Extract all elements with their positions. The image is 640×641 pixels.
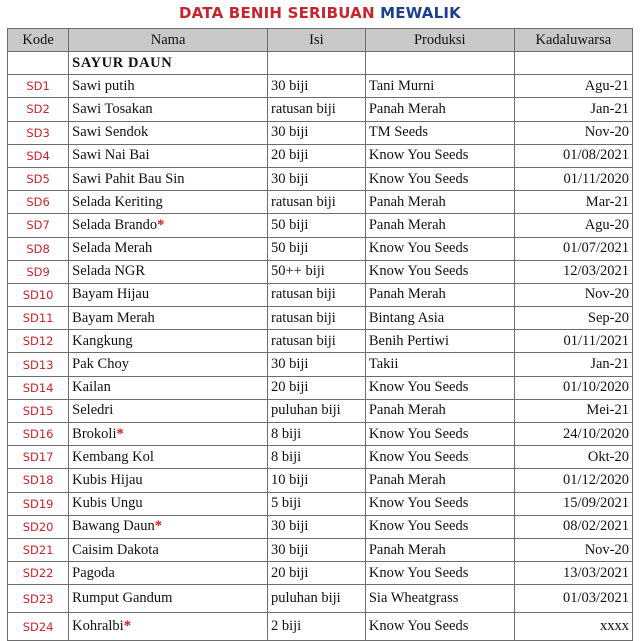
row-produksi: Know You Seeds <box>365 144 514 167</box>
row-produksi: Know You Seeds <box>365 260 514 283</box>
row-nama <box>69 283 268 306</box>
row-star-mark: * <box>157 216 165 233</box>
table-row <box>8 260 633 283</box>
row-nama <box>69 330 268 353</box>
table-row <box>8 353 633 376</box>
row-isi: 50++ biji <box>267 260 365 283</box>
row-nama-text: Kangkung <box>72 332 133 349</box>
row-kadaluwarsa: Nov-20 <box>514 121 632 144</box>
row-produksi: Panah Merah <box>365 469 514 492</box>
row-kode: SD7 <box>8 214 69 237</box>
row-nama-text: Kubis Ungu <box>72 495 143 512</box>
row-isi: 50 biji <box>267 237 365 260</box>
row-nama-text: Pagoda <box>72 564 115 581</box>
row-kode: SD1 <box>8 75 69 98</box>
row-produksi: Panah Merah <box>365 214 514 237</box>
section-empty-cell <box>365 52 514 75</box>
column-header-kode: Kode <box>8 29 69 52</box>
column-header-produksi: Produksi <box>365 29 514 52</box>
row-produksi: Panah Merah <box>365 538 514 561</box>
row-isi: 30 biji <box>267 167 365 190</box>
row-kode: SD24 <box>8 613 69 641</box>
column-header-nama: Nama <box>69 29 268 52</box>
section-row <box>8 52 633 75</box>
row-nama-text: Brokoli <box>72 425 117 442</box>
row-isi: 20 biji <box>267 144 365 167</box>
row-produksi: Know You Seeds <box>365 423 514 446</box>
row-nama <box>69 75 268 98</box>
row-kode: SD19 <box>8 492 69 515</box>
row-nama-text: Rumput Gandum <box>72 590 173 607</box>
row-nama-text: Selada NGR <box>72 263 146 280</box>
row-isi: 8 biji <box>267 446 365 469</box>
row-produksi: Know You Seeds <box>365 376 514 399</box>
row-isi: ratusan biji <box>267 98 365 121</box>
row-isi: ratusan biji <box>267 330 365 353</box>
row-kadaluwarsa: 01/11/2021 <box>514 330 632 353</box>
row-nama <box>69 260 268 283</box>
row-kode: SD8 <box>8 237 69 260</box>
row-kode: SD15 <box>8 399 69 422</box>
table-row <box>8 469 633 492</box>
row-nama-text: Seledri <box>72 402 114 419</box>
row-nama-text: Sawi Sendok <box>72 124 149 141</box>
section-kode-cell <box>8 52 69 75</box>
row-nama <box>69 613 268 641</box>
row-nama-text: Kohralbi <box>72 618 124 635</box>
table-row <box>8 307 633 330</box>
section-empty-cell <box>514 52 632 75</box>
row-star-mark: * <box>123 618 131 635</box>
row-nama-text: Selada Merah <box>72 240 153 257</box>
row-produksi: Know You Seeds <box>365 515 514 538</box>
row-isi: 2 biji <box>267 613 365 641</box>
row-produksi: Know You Seeds <box>365 237 514 260</box>
row-produksi: TM Seeds <box>365 121 514 144</box>
seed-table <box>7 28 633 641</box>
row-isi: ratusan biji <box>267 283 365 306</box>
table-row <box>8 515 633 538</box>
row-nama-text: Bayam Hijau <box>72 286 150 303</box>
row-nama <box>69 98 268 121</box>
row-kadaluwarsa: Mei-21 <box>514 399 632 422</box>
table-row <box>8 330 633 353</box>
row-kadaluwarsa: 15/09/2021 <box>514 492 632 515</box>
row-kode: SD9 <box>8 260 69 283</box>
table-row <box>8 75 633 98</box>
row-produksi: Panah Merah <box>365 191 514 214</box>
row-isi: 30 biji <box>267 515 365 538</box>
table-row <box>8 237 633 260</box>
row-nama <box>69 353 268 376</box>
row-kadaluwarsa: Nov-20 <box>514 283 632 306</box>
row-star-mark: * <box>154 518 162 535</box>
row-nama <box>69 562 268 585</box>
table-header-row <box>8 29 633 52</box>
row-kadaluwarsa: 08/02/2021 <box>514 515 632 538</box>
table-row <box>8 613 633 641</box>
table-row <box>8 121 633 144</box>
row-nama <box>69 515 268 538</box>
column-header-isi: Isi <box>267 29 365 52</box>
row-kode: SD5 <box>8 167 69 190</box>
row-nama-text: Selada Keriting <box>72 193 163 210</box>
row-nama-text: Sawi Tosakan <box>72 100 153 117</box>
table-row <box>8 144 633 167</box>
row-kode: SD23 <box>8 585 69 613</box>
row-nama <box>69 307 268 330</box>
row-nama <box>69 376 268 399</box>
row-nama-text: Bayam Merah <box>72 309 155 326</box>
row-isi: 5 biji <box>267 492 365 515</box>
row-nama <box>69 237 268 260</box>
row-kode: SD12 <box>8 330 69 353</box>
row-kode: SD20 <box>8 515 69 538</box>
title-part-blue: MEWALIK <box>380 4 461 22</box>
row-kadaluwarsa: 01/07/2021 <box>514 237 632 260</box>
row-kode: SD10 <box>8 283 69 306</box>
row-isi: 50 biji <box>267 214 365 237</box>
row-produksi: Know You Seeds <box>365 167 514 190</box>
row-produksi: Panah Merah <box>365 283 514 306</box>
row-isi: 20 biji <box>267 376 365 399</box>
row-kadaluwarsa: Mar-21 <box>514 191 632 214</box>
row-star-mark: * <box>116 425 124 442</box>
table-row <box>8 399 633 422</box>
row-nama-text: Kembang Kol <box>72 448 154 465</box>
table-row <box>8 446 633 469</box>
section-title: SAYUR DAUN <box>69 52 268 75</box>
section-empty-cell <box>267 52 365 75</box>
row-isi: 30 biji <box>267 538 365 561</box>
row-kadaluwarsa: 01/10/2020 <box>514 376 632 399</box>
row-isi: ratusan biji <box>267 191 365 214</box>
row-nama <box>69 492 268 515</box>
row-kadaluwarsa: Okt-20 <box>514 446 632 469</box>
row-kode: SD17 <box>8 446 69 469</box>
row-isi: 30 biji <box>267 353 365 376</box>
table-row <box>8 492 633 515</box>
row-nama-text: Sawi Pahit Bau Sin <box>72 170 185 187</box>
row-nama-text: Selada Brando <box>72 216 158 233</box>
row-nama <box>69 214 268 237</box>
row-nama-text: Sawi putih <box>72 77 135 94</box>
row-kadaluwarsa: xxxx <box>514 613 632 641</box>
row-nama-text: Sawi Nai Bai <box>72 147 150 164</box>
row-kode: SD21 <box>8 538 69 561</box>
row-produksi: Takii <box>365 353 514 376</box>
row-kadaluwarsa: 13/03/2021 <box>514 562 632 585</box>
row-produksi: Sia Wheatgrass <box>365 585 514 613</box>
row-kode: SD6 <box>8 191 69 214</box>
row-kode: SD2 <box>8 98 69 121</box>
row-nama-text: Bawang Daun <box>72 518 155 535</box>
row-isi: puluhan biji <box>267 399 365 422</box>
row-kadaluwarsa: Jan-21 <box>514 98 632 121</box>
row-nama-text: Kailan <box>72 379 111 396</box>
row-nama <box>69 167 268 190</box>
row-nama-text: Kubis Hijau <box>72 471 143 488</box>
table-row <box>8 283 633 306</box>
row-kadaluwarsa: Sep-20 <box>514 307 632 330</box>
row-isi: ratusan biji <box>267 307 365 330</box>
title-part-red: DATA BENIH SERIBUAN <box>179 4 375 22</box>
row-nama <box>69 538 268 561</box>
row-isi: 20 biji <box>267 562 365 585</box>
table-row <box>8 376 633 399</box>
row-nama <box>69 121 268 144</box>
row-kadaluwarsa: Agu-21 <box>514 75 632 98</box>
row-kadaluwarsa: 01/03/2021 <box>514 585 632 613</box>
row-kode: SD22 <box>8 562 69 585</box>
table-row <box>8 562 633 585</box>
page-title <box>0 0 640 26</box>
row-kode: SD18 <box>8 469 69 492</box>
row-kode: SD11 <box>8 307 69 330</box>
row-nama-text: Pak Choy <box>72 356 129 373</box>
row-kadaluwarsa: Nov-20 <box>514 538 632 561</box>
row-produksi: Benih Pertiwi <box>365 330 514 353</box>
row-kode: SD3 <box>8 121 69 144</box>
row-isi: 10 biji <box>267 469 365 492</box>
row-produksi: Tani Murni <box>365 75 514 98</box>
table-row <box>8 98 633 121</box>
table-row <box>8 538 633 561</box>
row-isi: puluhan biji <box>267 585 365 613</box>
row-kadaluwarsa: Jan-21 <box>514 353 632 376</box>
row-kadaluwarsa: 24/10/2020 <box>514 423 632 446</box>
table-row <box>8 214 633 237</box>
row-kadaluwarsa: 01/08/2021 <box>514 144 632 167</box>
row-kode: SD14 <box>8 376 69 399</box>
row-produksi: Know You Seeds <box>365 492 514 515</box>
row-kadaluwarsa: 12/03/2021 <box>514 260 632 283</box>
row-nama <box>69 446 268 469</box>
row-kode: SD16 <box>8 423 69 446</box>
row-produksi: Know You Seeds <box>365 613 514 641</box>
row-nama <box>69 191 268 214</box>
row-nama <box>69 469 268 492</box>
row-kadaluwarsa: 01/11/2020 <box>514 167 632 190</box>
row-produksi: Panah Merah <box>365 98 514 121</box>
row-isi: 30 biji <box>267 121 365 144</box>
row-kadaluwarsa: 01/12/2020 <box>514 469 632 492</box>
row-nama <box>69 585 268 613</box>
row-kode: SD13 <box>8 353 69 376</box>
column-header-kadaluwarsa: Kadaluwarsa <box>514 29 632 52</box>
row-produksi: Bintang Asia <box>365 307 514 330</box>
row-kode: SD4 <box>8 144 69 167</box>
table-row <box>8 191 633 214</box>
row-produksi: Know You Seeds <box>365 446 514 469</box>
row-nama-text: Caisim Dakota <box>72 541 159 558</box>
row-nama <box>69 144 268 167</box>
row-nama <box>69 399 268 422</box>
table-row <box>8 585 633 613</box>
row-isi: 30 biji <box>267 75 365 98</box>
row-produksi: Know You Seeds <box>365 562 514 585</box>
row-isi: 8 biji <box>267 423 365 446</box>
table-row <box>8 423 633 446</box>
row-nama <box>69 423 268 446</box>
row-kadaluwarsa: Agu-20 <box>514 214 632 237</box>
table-row <box>8 167 633 190</box>
row-produksi: Panah Merah <box>365 399 514 422</box>
